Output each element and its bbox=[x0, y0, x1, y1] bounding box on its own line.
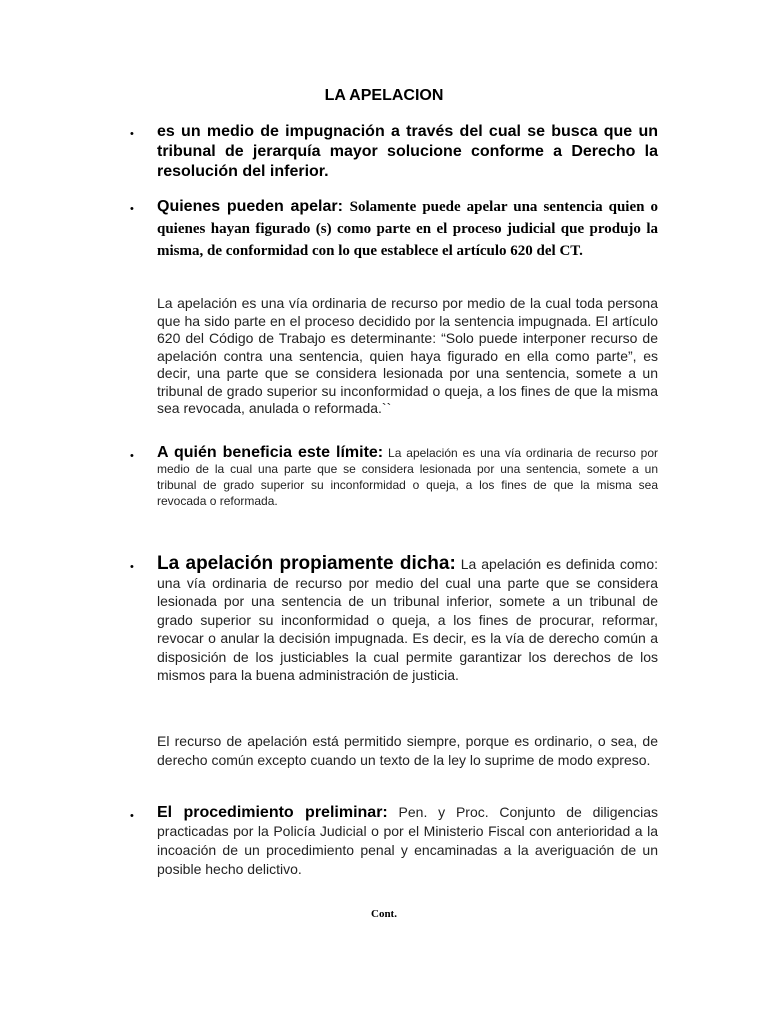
item-definition: es un medio de impugnación a través del cual se busca que un tribunal de jerarquía mayor solucione conforme a Derecho la resolución del inferior. bbox=[157, 123, 658, 180]
paragraph-recurso-permitido: El recurso de apelación está permitido siempre, porque es ordinario, o sea, de derecho común excepto cuando un texto de la ley lo suprime de modo expreso. bbox=[157, 733, 658, 768]
continued-footer: Cont. bbox=[371, 908, 397, 920]
item-apelacion-propiamente-dicha bbox=[157, 555, 658, 685]
item-heading: El procedimiento preliminar: bbox=[157, 804, 388, 821]
page-title: LA APELACION bbox=[324, 87, 444, 104]
item-text: Solamente puede apelar una sentencia quien o quienes hayan figurado (s) como parte en el proceso judicial que produjo la misma, de conformidad con lo que establece el artículo 620 del CT. bbox=[157, 199, 658, 259]
item-text: La apelación es una vía ordinaria de recurso por medio de la cual una parte que se considera lesionada por una sentencia, somete a un tribunal de grado superior su inconformidad o queja, a los fines de que la misma sea revocada o reformada. bbox=[157, 446, 659, 508]
paragraph-apelacion-via-ordinaria: La apelación es una vía ordinaria de recurso por medio de la cual toda persona que ha sido parte en el proceso decidido por la sentencia impugnada. El artículo 620 del Código de Trabajo es determinante: “Solo puede interponer recurso de apelación contra una sentencia, quien haya figurado en ella como parte”, es decir, una parte que se considera lesionada por una sentencia, somete a un tribunal de grado superior su inconformidad o queja, a los fines de que la misma sea revocada, anulada o reformada.`` bbox=[157, 295, 658, 416]
bullet-2: • bbox=[130, 203, 134, 215]
item-heading: La apelación propiamente dicha: bbox=[157, 553, 456, 574]
bullet-4: • bbox=[130, 561, 134, 573]
bullet-1: • bbox=[130, 128, 134, 140]
item-a-quien-beneficia bbox=[157, 445, 658, 509]
bullet-3: • bbox=[130, 450, 134, 462]
item-text: Pen. y Proc. Conjunto de diligencias practicadas por la Policía Judicial o por el Ministerio Fiscal con anterioridad a la incoación de un procedimiento penal y encaminadas a la averiguación de un posible hecho delictivo. bbox=[157, 804, 658, 877]
bullet-5: • bbox=[130, 810, 134, 822]
item-text: La apelación es definida como: una vía ordinaria de recurso por medio del cual una parte que se considera lesionada por una sentencia de un tribunal inferior, somete a un tribunal de grado superior su inconformidad o queja, a los fines de procurar, reformar, revocar o anular la decisión impugnada. Es decir, es la vía de derecho común a disposición de los justiciables la cual permite garantizar los derechos de los mismos para la buena administración de justicia. bbox=[157, 556, 658, 683]
item-heading: Quienes pueden apelar: bbox=[157, 198, 343, 215]
item-heading: A quién beneficia este límite: bbox=[157, 444, 384, 461]
item-procedimiento-preliminar bbox=[157, 803, 658, 879]
item-quienes-pueden-apelar bbox=[157, 196, 658, 262]
